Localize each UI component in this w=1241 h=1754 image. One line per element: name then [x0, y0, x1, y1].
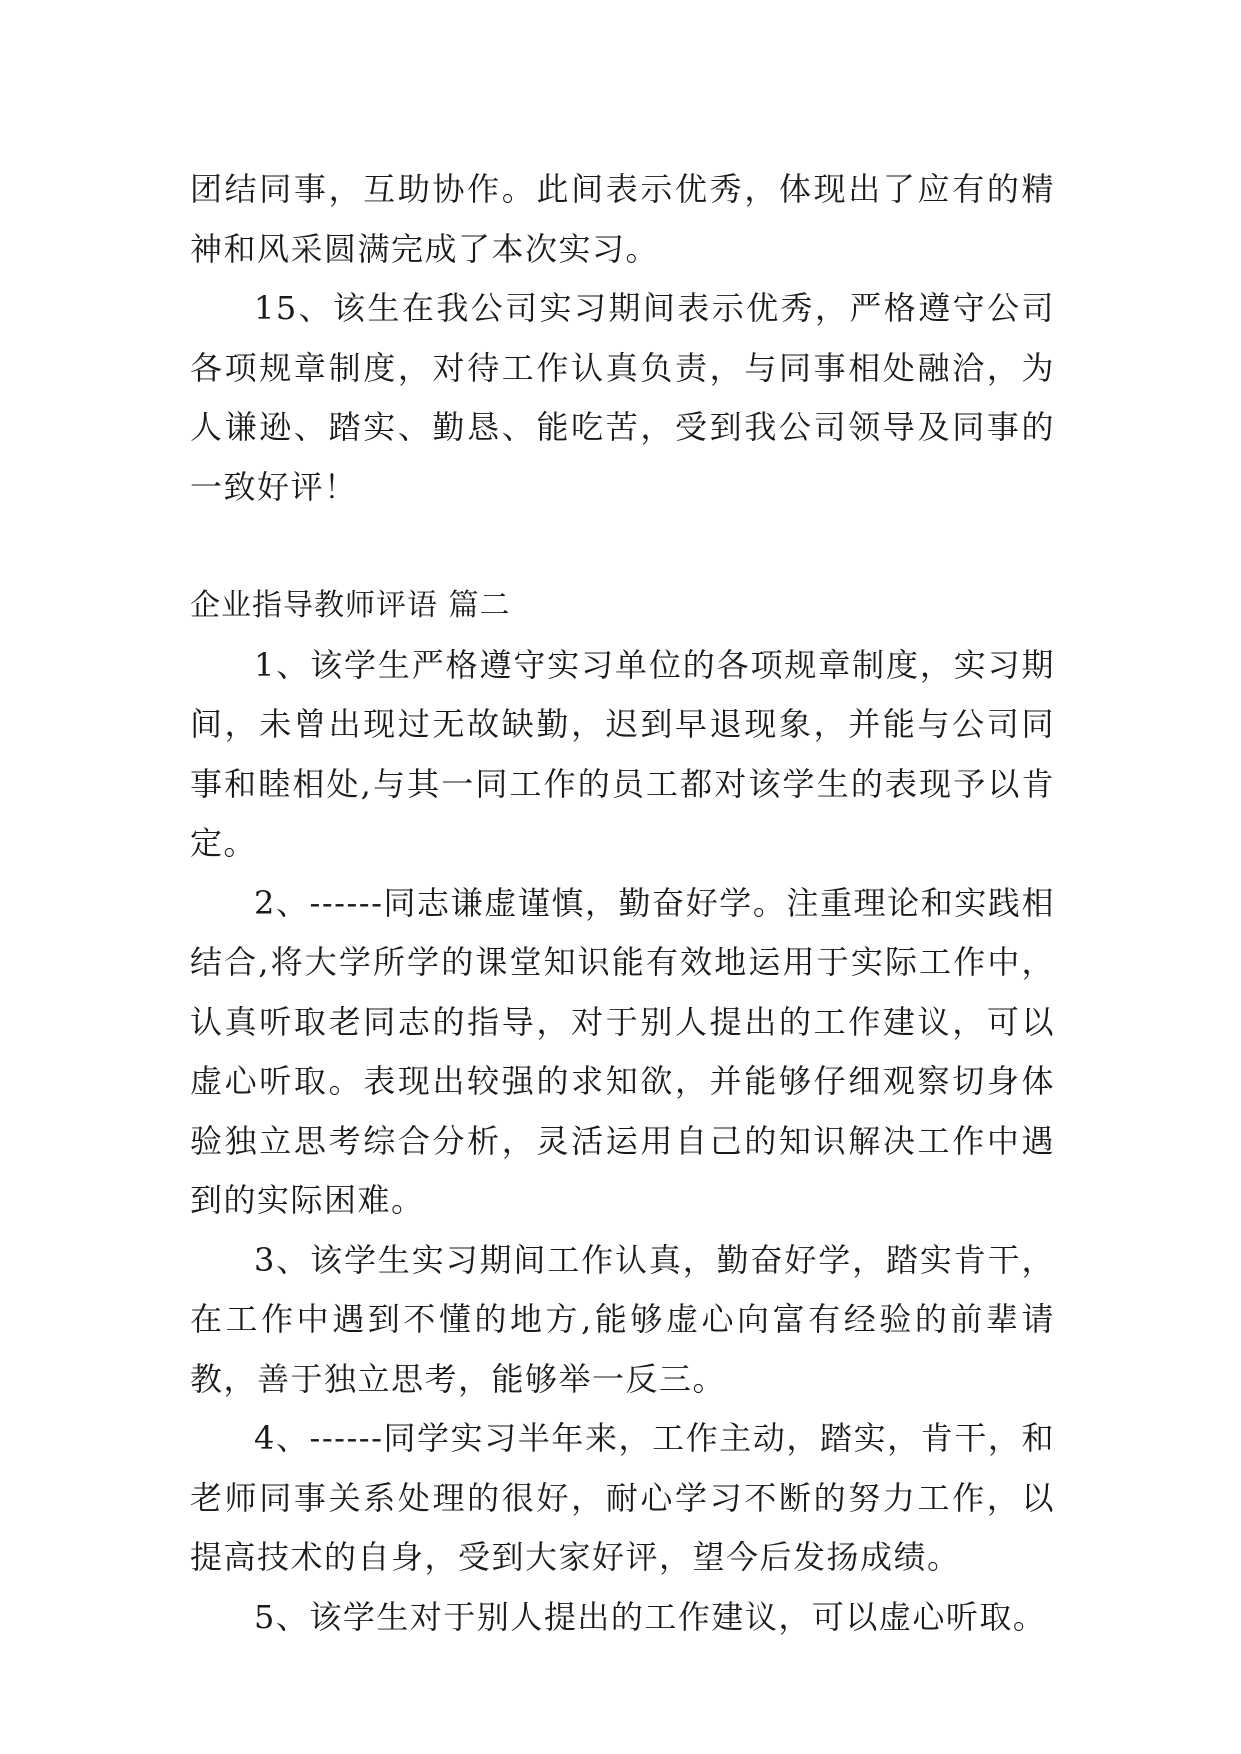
paragraph-item-1: 1、该学生严格遵守实习单位的各项规章制度，实习期间，未曾出现过无故缺勤，迟到早退现象，并能与公司同事和睦相处,与其一同工作的员工都对该学生的表现予以肯定。: [190, 645, 1055, 862]
paragraph-continuation: 团结同事，互助协作。此间表示优秀，体现出了应有的精神和风采圆满完成了本次实习。: [190, 170, 1055, 268]
paragraph-item-3: 3、该学生实习期间工作认真，勤奋好学，踏实肯干，在工作中遇到不懂的地方,能够虚心向富有经验的前辈请教，善于独立思考，能够举一反三。: [190, 1240, 1055, 1398]
document-body: [190, 160, 1055, 1647]
section-spacer: [190, 517, 1055, 576]
paragraph-item-15: 15、该生在我公司实习期间表示优秀，严格遵守公司各项规章制度，对待工作认真负责，与同事相处融洽，为人谦逊、踏实、勤恳、能吃苦，受到我公司领导及同事的一致好评！: [190, 289, 1055, 506]
section-heading: 企业指导教师评语 篇二: [190, 588, 511, 623]
paragraph-item-5: 5、该学生对于别人提出的工作建议，可以虚心听取。: [254, 1597, 1047, 1636]
paragraph-item-2: 2、------同志谦虚谨慎，勤奋好学。注重理论和实践相结合,将大学所学的课堂知识能有效地运用于实际工作中，认真听取老同志的指导，对于别人提出的工作建议，可以虚心听取。表现出较强的求知欲，并能够仔细观察切身体验独立思考综合分析，灵活运用自己的知识解决工作中遇到的实际困难。: [190, 883, 1055, 1219]
paragraph-item-4: 4、------同学实习半年来，工作主动，踏实，肯干，和老师同事关系处理的很好，耐心学习不断的努力工作，以提高技术的自身，受到大家好评，望今后发扬成绩。: [190, 1419, 1055, 1576]
